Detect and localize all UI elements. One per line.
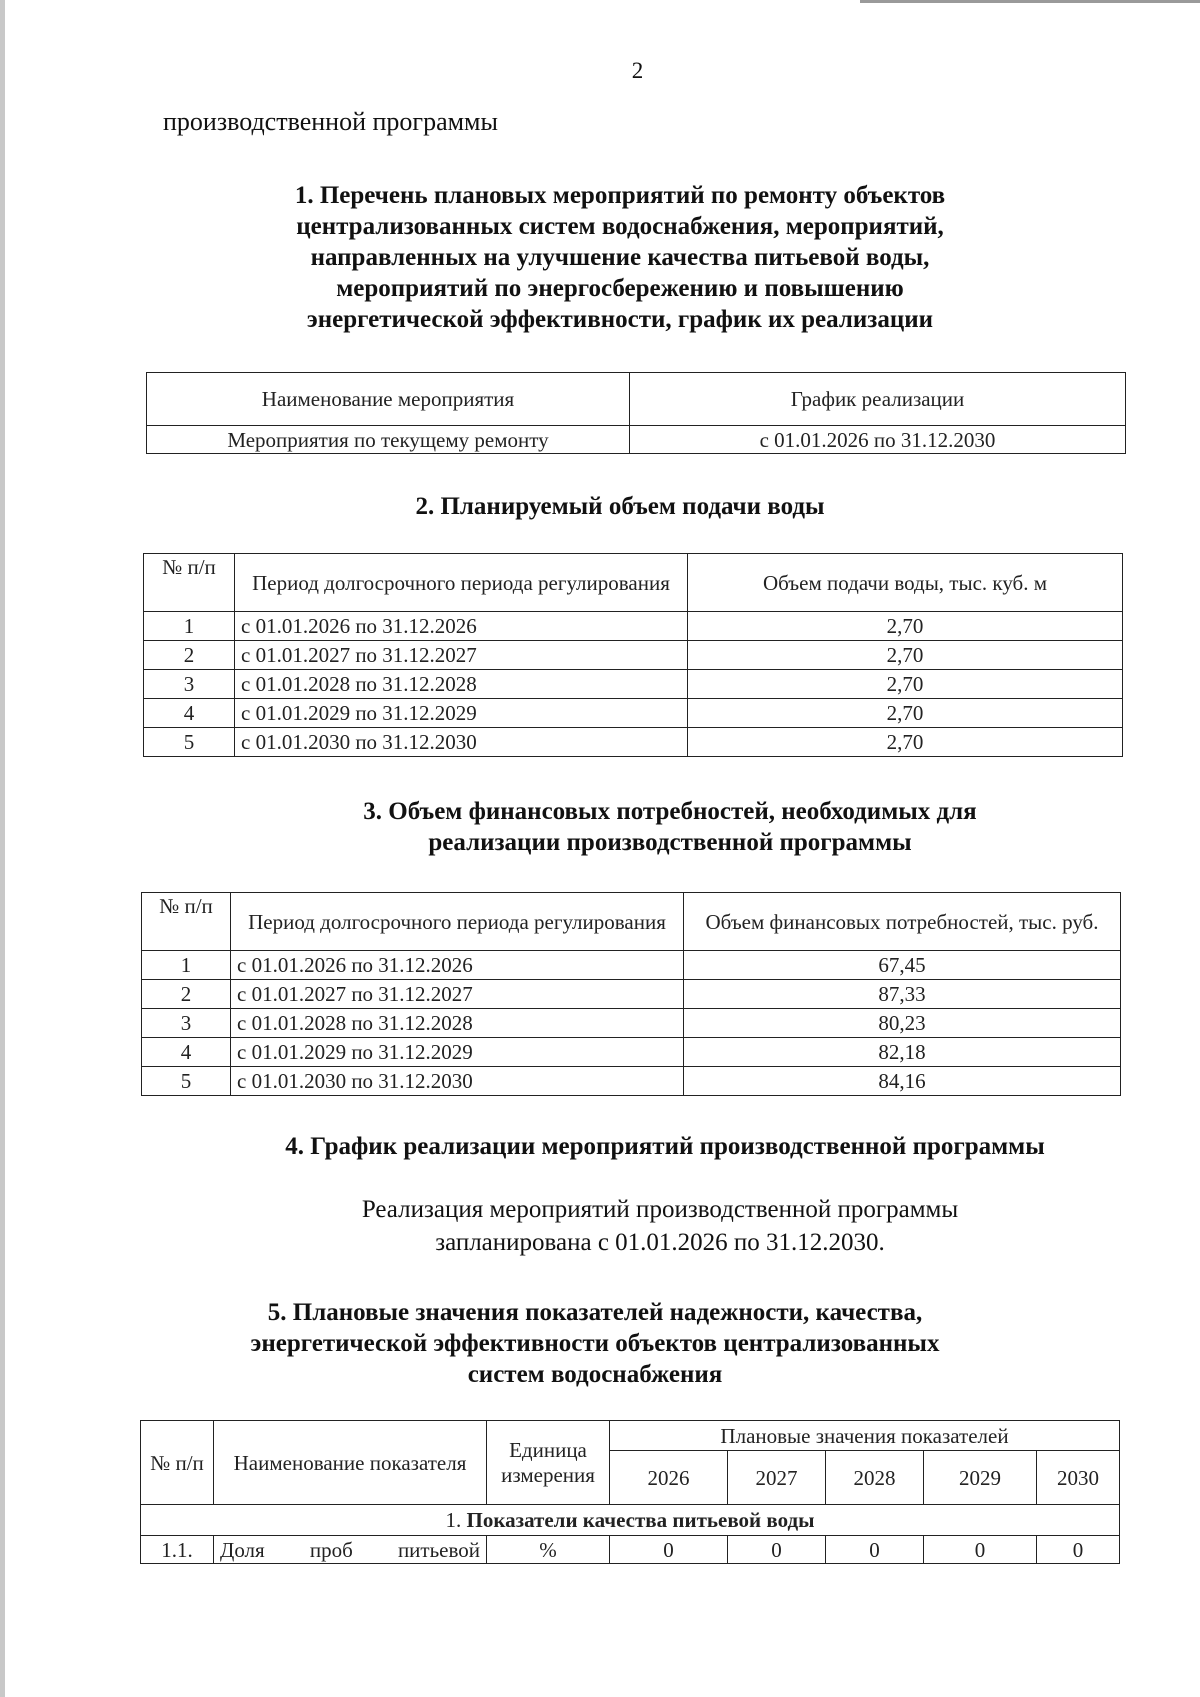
section4-title: 4. График реализации мероприятий производственной программы (285, 1133, 1045, 1160)
section3-table (141, 892, 1121, 1096)
section4-text-line: запланирована с 01.01.2026 по 31.12.2030. (435, 1229, 885, 1256)
table-cell: 2,70 (688, 728, 1123, 757)
table-row (142, 980, 1121, 1009)
table-row (142, 1067, 1121, 1096)
table-cell: 0 (924, 1536, 1037, 1564)
section4-text (270, 1193, 1050, 1259)
table-cell: с 01.01.2028 по 31.12.2028 (231, 1009, 684, 1038)
year-header: 2030 (1037, 1451, 1120, 1505)
header-cell: Объем финансовых потребностей, тыс. руб. (684, 893, 1121, 951)
table-cell: с 01.01.2026 по 31.12.2026 (231, 951, 684, 980)
table-cell: с 01.01.2030 по 31.12.2030 (231, 1067, 684, 1096)
year-header: 2027 (728, 1451, 826, 1505)
section2-heading (230, 491, 1010, 522)
table-cell: 4 (144, 699, 235, 728)
section1-table (146, 372, 1126, 454)
section4-heading (200, 1131, 1130, 1162)
section2-title: 2. Планируемый объем подачи воды (415, 493, 825, 520)
table-cell: с 01.01.2028 по 31.12.2028 (235, 670, 688, 699)
table-row (142, 1038, 1121, 1067)
section5-table (140, 1420, 1120, 1564)
header-cell: Период долгосрочного периода регулирования (231, 893, 684, 951)
table-cell: с 01.01.2027 по 31.12.2027 (231, 980, 684, 1009)
section2-table (143, 553, 1123, 757)
table-cell: 1 (142, 951, 231, 980)
table-cell: с 01.01.2030 по 31.12.2030 (235, 728, 688, 757)
scan-edge-left (0, 0, 5, 1697)
table-cell: 5 (144, 728, 235, 757)
header-cell: № п/п (142, 893, 231, 951)
table-cell: с 01.01.2029 по 31.12.2029 (231, 1038, 684, 1067)
table-row (147, 426, 1126, 454)
section5-title-line: 5. Плановые значения показателей надежности, качества, (267, 1299, 923, 1326)
table-cell: Доля проб питьевой (214, 1536, 487, 1564)
section3-heading (280, 796, 1060, 858)
section1-title-line: направленных на улучшение качества питьевой воды, (310, 244, 930, 271)
page-number: 2 (631, 58, 644, 83)
section1-title-line: мероприятий по энергосбережению и повышению (336, 275, 904, 302)
table-group-row (141, 1505, 1120, 1536)
table-cell: с 01.01.2026 по 31.12.2026 (235, 612, 688, 641)
table-cell: 82,18 (684, 1038, 1121, 1067)
table-row (141, 1536, 1120, 1564)
table-cell: 2,70 (688, 699, 1123, 728)
table-cell: с 01.01.2027 по 31.12.2027 (235, 641, 688, 670)
section1-title-line: 1. Перечень плановых мероприятий по ремонту объектов (294, 182, 946, 209)
table-cell: 67,45 (684, 951, 1121, 980)
table-cell: 0 (610, 1536, 728, 1564)
table-header-row (142, 893, 1121, 951)
header-cell-num: № п/п (141, 1421, 214, 1505)
table-cell: 1.1. (141, 1536, 214, 1564)
section4-text-line: Реализация мероприятий производственной программы (361, 1196, 959, 1223)
group-title-cell (141, 1505, 1120, 1536)
year-header: 2026 (610, 1451, 728, 1505)
table-cell: 1 (144, 612, 235, 641)
header-cell: № п/п (144, 554, 235, 612)
section1-heading (230, 180, 1010, 335)
table-row (144, 699, 1123, 728)
section5-title-line: энергетической эффективности объектов централизованных (250, 1330, 940, 1357)
table-cell: 0 (826, 1536, 924, 1564)
table-row (144, 670, 1123, 699)
section3-title-line: 3. Объем финансовых потребностей, необходимых для (363, 798, 977, 825)
table-cell: Мероприятия по текущему ремонту (147, 426, 630, 454)
table-header-row (147, 373, 1126, 426)
table-cell: 2 (144, 641, 235, 670)
table-header-row (144, 554, 1123, 612)
table-header-row (141, 1421, 1120, 1451)
header-cell: Объем подачи воды, тыс. куб. м (688, 554, 1123, 612)
year-header: 2028 (826, 1451, 924, 1505)
header-cell: Наименование мероприятия (147, 373, 630, 426)
section3-title-line: реализации производственной программы (428, 829, 912, 856)
table-cell: 3 (144, 670, 235, 699)
table-cell: 87,33 (684, 980, 1121, 1009)
continuation-text: производственной программы (163, 107, 498, 136)
table-cell: 3 (142, 1009, 231, 1038)
table-row (144, 612, 1123, 641)
table-row (142, 1009, 1121, 1038)
header-cell: Период долгосрочного периода регулирования (235, 554, 688, 612)
table-cell: 0 (728, 1536, 826, 1564)
table-cell: 2 (142, 980, 231, 1009)
section5-title-line: систем водоснабжения (467, 1361, 723, 1388)
table-row (142, 951, 1121, 980)
header-cell: График реализации (630, 373, 1126, 426)
header-cell-plan: Плановые значения показателей (610, 1421, 1120, 1451)
header-cell-name: Наименование показателя (214, 1421, 487, 1505)
table-cell: 2,70 (688, 612, 1123, 641)
table-cell: 2,70 (688, 641, 1123, 670)
header-cell-unit: Единица измерения (487, 1421, 610, 1505)
section1-title-line: энергетической эффективности, график их реализации (306, 306, 934, 333)
year-header: 2029 (924, 1451, 1037, 1505)
table-cell: 84,16 (684, 1067, 1121, 1096)
table-cell: 2,70 (688, 670, 1123, 699)
table-row (144, 641, 1123, 670)
table-cell: 5 (142, 1067, 231, 1096)
scan-edge-top (860, 0, 1200, 3)
group-title: Показатели качества питьевой воды (466, 1508, 815, 1532)
table-cell: с 01.01.2026 по 31.12.2030 (630, 426, 1126, 454)
table-row (144, 728, 1123, 757)
section5-heading (200, 1297, 1130, 1390)
section1-title-line: централизованных систем водоснабжения, мероприятий, (296, 213, 944, 240)
table-cell: 0 (1037, 1536, 1120, 1564)
table-cell: 80,23 (684, 1009, 1121, 1038)
table-cell: % (487, 1536, 610, 1564)
table-cell: с 01.01.2029 по 31.12.2029 (235, 699, 688, 728)
group-number: 1. (445, 1508, 462, 1532)
table-cell: 4 (142, 1038, 231, 1067)
